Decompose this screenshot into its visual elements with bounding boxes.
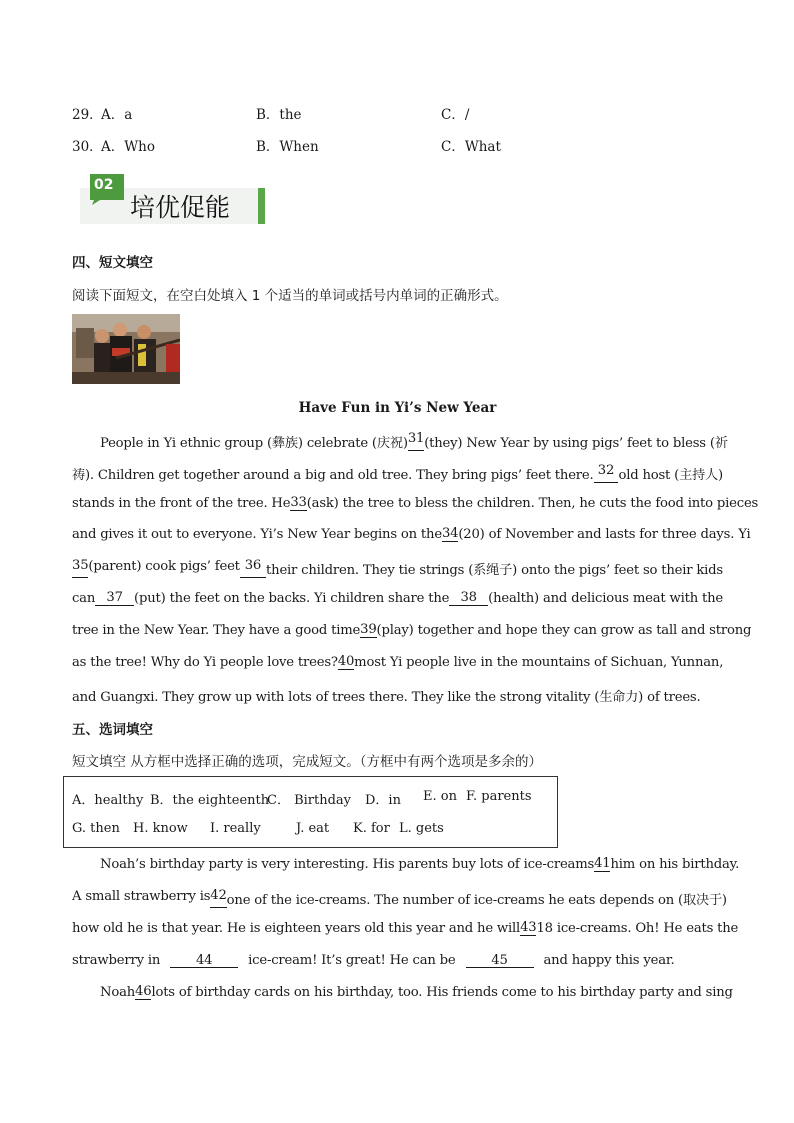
section-4-instruction: 阅读下面短文，在空白处填入 1 个适当的单词或括号内单词的正确形式。 [72, 288, 508, 304]
blank-33[interactable]: 33 [290, 495, 307, 510]
option-a: A．Who [101, 139, 155, 155]
word-option: F. parents [466, 789, 532, 804]
banner-accent-bar [258, 188, 265, 224]
word-option: L. gets [399, 821, 444, 836]
section-5-instruction: 短文填空 从方框中选择正确的选项，完成短文。（方框中有两个选项是多余的） [72, 754, 543, 770]
blank-45[interactable]: 45 [466, 954, 534, 968]
blank-44[interactable]: 44 [170, 954, 238, 968]
word-option: D．in [365, 793, 401, 808]
passage-line: can 37 (put) the feet on the backs. Yi children share the 38 (health) and delicious meat with the [72, 590, 723, 606]
passage-line: 祷). Children get together around a big and old tree. They bring pigs’ feet there. 32 old host (主持人) [72, 463, 723, 483]
option-b: B．the [256, 107, 302, 123]
option-a: A．a [101, 107, 133, 123]
blank-43[interactable]: 43 [520, 920, 537, 935]
word-option: I. really [210, 821, 261, 836]
blank-38[interactable]: 38 [449, 591, 488, 606]
blank-42[interactable]: 42 [210, 889, 226, 908]
blank-36[interactable]: 36 [240, 559, 266, 578]
blank-32[interactable]: 32 [594, 464, 619, 483]
option-c: C．/ [441, 107, 470, 123]
option-b: B．When [256, 139, 319, 155]
word-option: B．the eighteenth [150, 793, 270, 808]
passage-line: tree in the New Year. They have a good time 39 (play) together and hope they can grow as tall and strong [72, 622, 752, 638]
section-4-heading: 四、短文填空 [72, 255, 153, 271]
passage-title: Have Fun in Yi’s New Year [298, 400, 497, 416]
word-option: K. for [353, 821, 390, 836]
passage-line: stands in the front of the tree. He 33 (ask) the tree to bless the children. Then, he cuts the food into pieces [72, 495, 759, 511]
blank-34[interactable]: 34 [441, 526, 459, 541]
banner-title: 培优促能 [130, 193, 231, 222]
passage-line: how old he is that year. He is eighteen years old this year and he will 43 18 ice-creams. Oh! He eats the [72, 920, 739, 936]
word-option: C． Birthday [267, 793, 352, 808]
question-number: 30． [72, 139, 103, 155]
banner-badge-number: 02 [94, 177, 114, 193]
passage-line: Noah’s birthday party is very interesting. His parents buy lots of ice-creams 41 him on his birthday. [100, 856, 740, 872]
passage-line: Noah 46 lots of birthday cards on his birthday, too. His friends come to his birthday party and sing [100, 984, 733, 1000]
blank-35[interactable]: 35 [72, 559, 88, 578]
word-option: G. then [72, 821, 120, 836]
passage-line: and Guangxi. They grow up with lots of trees there. They like the strong vitality (生命力) of trees. [72, 690, 701, 705]
section-5-heading: 五、选词填空 [72, 722, 153, 738]
blank-39[interactable]: 39 [360, 622, 377, 637]
blank-46[interactable]: 46 [135, 984, 152, 999]
passage-line: A small strawberry is 42 one of the ice-creams. The number of ice-creams he eats depends on (取决于) [72, 888, 727, 908]
blank-37[interactable]: 37 [95, 591, 134, 606]
passage-line: as the tree! Why do Yi people love trees? 40 most Yi people live in the mountains of Sichuan, Yunnan, [72, 654, 724, 670]
blank-31[interactable]: 31 [408, 432, 424, 451]
word-option: E. on [423, 789, 457, 804]
passage-line: 35 (parent) cook pigs’ feet 36 their children. They tie strings (系绳子) onto the pigs’ feet so their kids [72, 558, 723, 578]
option-c: C．What [441, 139, 501, 155]
passage-line: strawberry in 44 ice-cream! It’s great! He can be 45 and happy this year. [72, 953, 675, 968]
blank-41[interactable]: 41 [594, 856, 611, 871]
word-option: H. know [133, 821, 188, 836]
question-number: 29． [72, 107, 103, 123]
festival-photo [72, 314, 180, 384]
passage-line: and gives it out to everyone. Yi’s New Year begins on the 34 (20) of November and lasts for three days. Yi [72, 526, 751, 542]
word-option: J. eat [296, 821, 330, 836]
blank-40[interactable]: 40 [337, 654, 355, 669]
word-option: A．healthy [72, 793, 144, 808]
word-bank-box [63, 776, 558, 848]
passage-line: People in Yi ethnic group (彝族) celebrate (庆祝) 31 (they) New Year by using pigs’ feet to bless (祈 [100, 431, 728, 451]
